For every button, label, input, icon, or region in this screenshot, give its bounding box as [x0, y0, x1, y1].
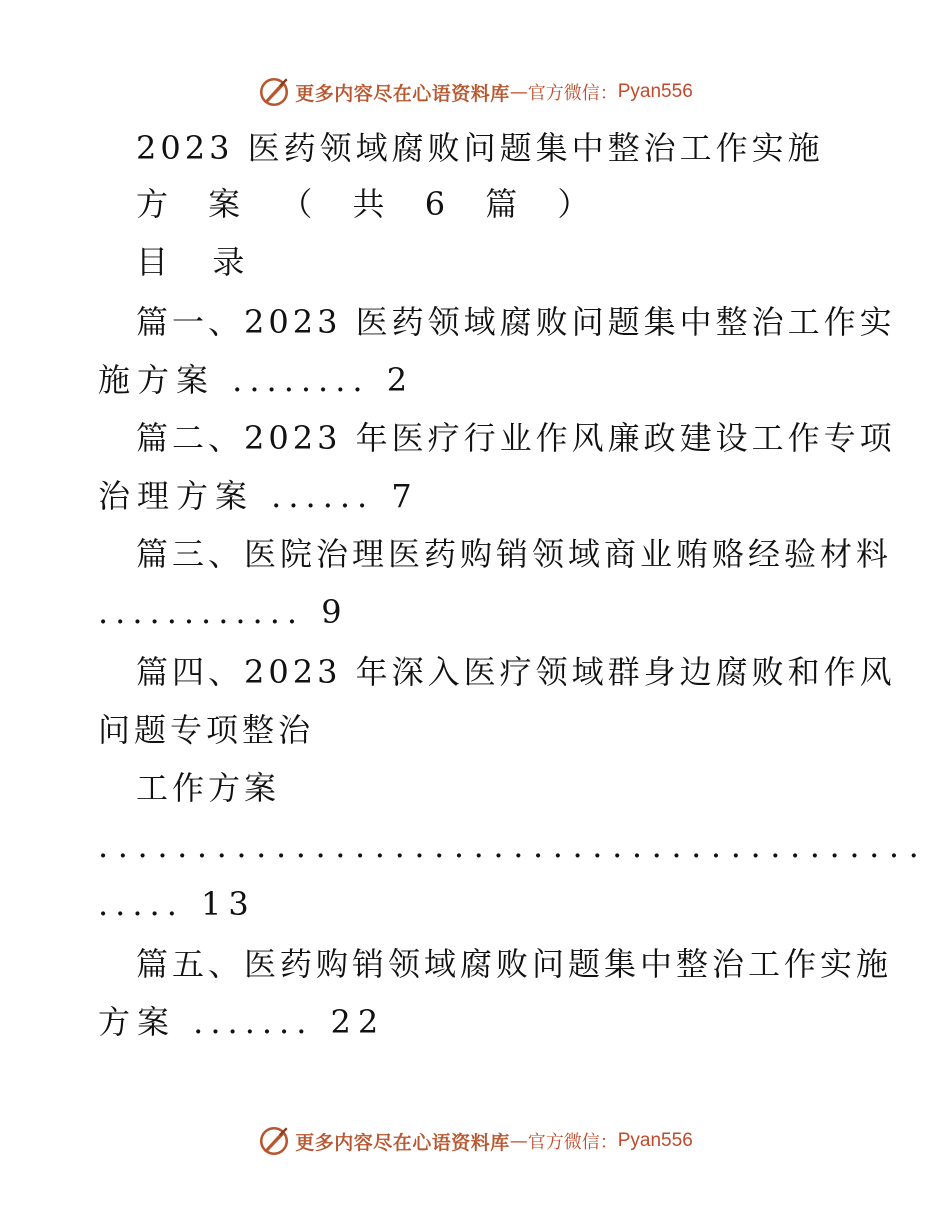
toc-entry-5-page[interactable]: 方案 ....... 22	[98, 1003, 386, 1041]
banner-wechat-id: Pyan556	[617, 81, 693, 102]
banner-main-text: 更多内容尽在心语资料库	[295, 1131, 510, 1154]
toc-heading: 目 录	[136, 243, 253, 281]
toc-entry-4-cont2[interactable]: 工作方案	[136, 769, 281, 807]
banner-wechat-label: 官方微信：	[527, 1132, 618, 1153]
banner-dash: —	[509, 1130, 528, 1152]
toc-entry-3[interactable]: 篇三、医院治理医药购销领域商业贿赂经验材料	[136, 535, 893, 573]
toc-entry-4-dots: ..........................................	[98, 827, 929, 865]
quill-logo-icon	[257, 1124, 291, 1158]
banner-main-text: 更多内容尽在心语资料库	[295, 82, 510, 105]
doc-title-line1: 2023 医药领域腐败问题集中整治工作实施	[136, 129, 824, 167]
toc-entry-1[interactable]: 篇一、2023 医药领域腐败问题集中整治工作实	[136, 303, 896, 341]
doc-title-line2: 方 案 （ 共 6 篇 ）	[136, 185, 605, 223]
banner-wechat-label: 官方微信：	[527, 83, 618, 104]
header-banner	[0, 72, 950, 112]
toc-entry-2[interactable]: 篇二、2023 年医疗行业作风廉政建设工作专项	[136, 419, 896, 457]
toc-entry-5[interactable]: 篇五、医药购销领域腐败问题集中整治工作实施	[136, 945, 893, 983]
banner-wechat-id: Pyan556	[617, 1130, 693, 1151]
toc-entry-3-page[interactable]: ............ 9	[98, 593, 349, 631]
banner-dash: —	[509, 81, 528, 103]
footer-banner	[0, 1121, 950, 1161]
toc-entry-2-page[interactable]: 治理方案 ...... 7	[98, 477, 419, 515]
toc-entry-4-page[interactable]: ..... 13	[98, 885, 256, 923]
quill-logo-icon	[257, 75, 291, 109]
toc-entry-1-page[interactable]: 施方案 ........ 2	[98, 361, 415, 399]
toc-entry-4[interactable]: 篇四、2023 年深入医疗领域群身边腐败和作风	[136, 653, 896, 691]
toc-entry-4-cont[interactable]: 问题专项整治	[98, 711, 315, 749]
